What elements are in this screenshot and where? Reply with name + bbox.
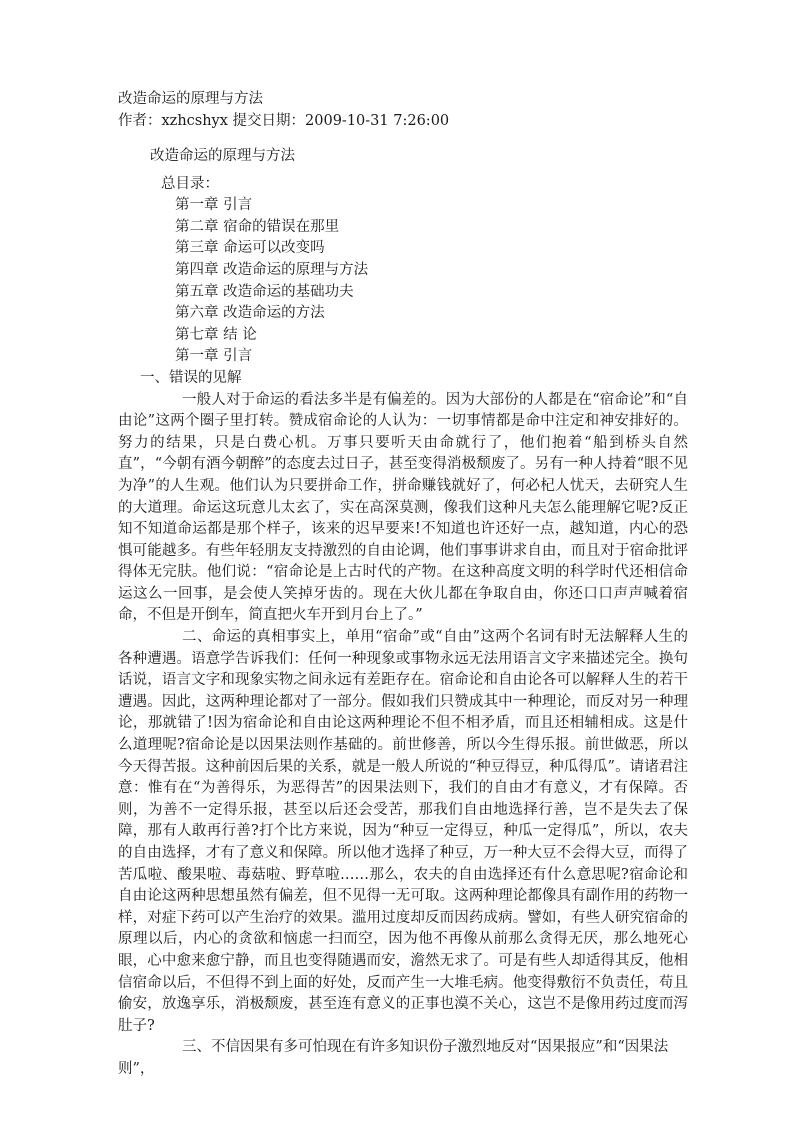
document-byline: 作者：xzhcshyx 提交日期：2009-10-31 7:26:00	[118, 113, 450, 129]
section-two	[118, 627, 688, 1037]
chapter-heading: 第一章 引言	[175, 348, 253, 365]
document-content	[118, 88, 688, 1081]
table-of-contents	[118, 174, 688, 347]
toc-item-chapter-3[interactable]: 第三章 命运可以改变吗	[175, 240, 325, 257]
inner-title: 改造命运的原理与方法	[150, 148, 295, 164]
toc-item-chapter-1[interactable]: 第一章 引言	[175, 197, 253, 214]
section-one-heading: 一、错误的见解	[140, 369, 242, 386]
toc-item-chapter-2[interactable]: 第二章 宿命的错误在那里	[175, 218, 340, 235]
toc-item-chapter-7[interactable]: 第七章 结 论	[175, 326, 257, 343]
section-one-body: 一般人对于命运的看法多半是有偏差的。因为大部份的人都是在“宿命论”和“自由论”这两个圈子里打转。赞成宿命论的人认为：一切事情都是命中注定和神安排好的。努力的结果，只是白费心机。万事只要听天由命就行了，他们抱着“船到桥头自然直”，“今朝有酒今朝醉”的态度去过日子，甚至变得消极颓废了。另有一种人持着“眼不见为净”的人生观。他们认为只要拼命工作，拼命赚钱就好了，何必杞人忧天，去研究人生的大道理。命运这玩意儿太玄了，实在高深莫测，像我们这种凡夫怎么能理解它呢?反正知不知道命运都是那个样子，该来的迟早要来!不知道也许还好一点，越知道，内心的恐惧可能越多。有些年轻朋友支持激烈的自由论调，他们事事讲求自由，而且对于宿命批评得体无完肤。他们说：“宿命论是上古时代的产物。在这种高度文明的科学时代还相信命运这么一回事，是会使人笑掉牙齿的。现在大伙儿都在争取自由，你还口口声声喊着宿命，不但是开倒车，简直把火车开到月台上了。”	[118, 391, 688, 624]
section-two-body: 二、命运的真相事实上，单用“宿命”或“自由”这两个名词有时无法解释人生的各种遭遇。语意学告诉我们：任何一种现象或事物永远无法用语言文字来描述完全。换句话说，语言文字和现象实物之间永远有差距存在。宿命论和自由论各可以解释人生的若干遭遇。因此，这两种理论都对了一部分。假如我们只赞成其中一种理论，而反对另一种理论，那就错了!因为宿命论和自由论这两种理论不但不相矛盾，而且还相辅相成。这是什么道理呢?宿命论是以因果法则作基础的。前世修善，所以今生得乐报。前世做恶，所以今天得苦报。这种前因后果的关系，就是一般人所说的“种豆得豆，种瓜得瓜”。请诸君注意：惟有在“为善得乐，为恶得苦”的因果法则下，我们的自由才有意义，才有保障。否则，为善不一定得乐报，甚至以后还会受苦，那我们自由地选择行善，岂不是失去了保障，那有人敢再行善?打个比方来说，因为“种豆一定得豆，种瓜一定得瓜”，所以，农夫的自由选择，才有了意义和保障。所以他才选择了种豆，万一种大豆不会得大豆，而得了苦瓜啦、酸果啦、毒菇啦、野草啦……那么，农夫的自由选择还有什么意思呢?宿命论和自由论这两种思想虽然有偏差，但不见得一无可取。这两种理论都像具有副作用的药物一样，对症下药可以产生治疗的效果。滥用过度却反而因药成病。譬如，有些人研究宿命的原理以后，内心的贪欲和恼虑一扫而空，因为他不再像从前那么贪得无厌，那么地死心眼，心中愈来愈宁静，而且也变得随遇而安，澹然无求了。可是有些人却适得其反，他相信宿命以后，不但得不到上面的好处，反而产生一大堆毛病。他变得敷衍不负责任，苟且偷安，放逸享乐，消极颓废，甚至连有意义的正事也漠不关心，这岂不是像用药过度而泻肚子?	[118, 629, 688, 1034]
toc-item-chapter-6[interactable]: 第六章 改造命运的方法	[175, 305, 325, 322]
section-three	[118, 1037, 688, 1080]
toc-item-chapter-5[interactable]: 第五章 改造命运的基础功夫	[175, 283, 354, 300]
section-one	[118, 368, 688, 627]
toc-item-chapter-4[interactable]: 第四章 改造命运的原理与方法	[175, 261, 369, 278]
toc-label: 总目录：	[161, 175, 219, 192]
document-title: 改造命运的原理与方法	[118, 91, 263, 107]
section-three-body: 三、不信因果有多可怕现在有许多知识份子激烈地反对“因果报应”和“因果法则”，	[118, 1039, 669, 1077]
